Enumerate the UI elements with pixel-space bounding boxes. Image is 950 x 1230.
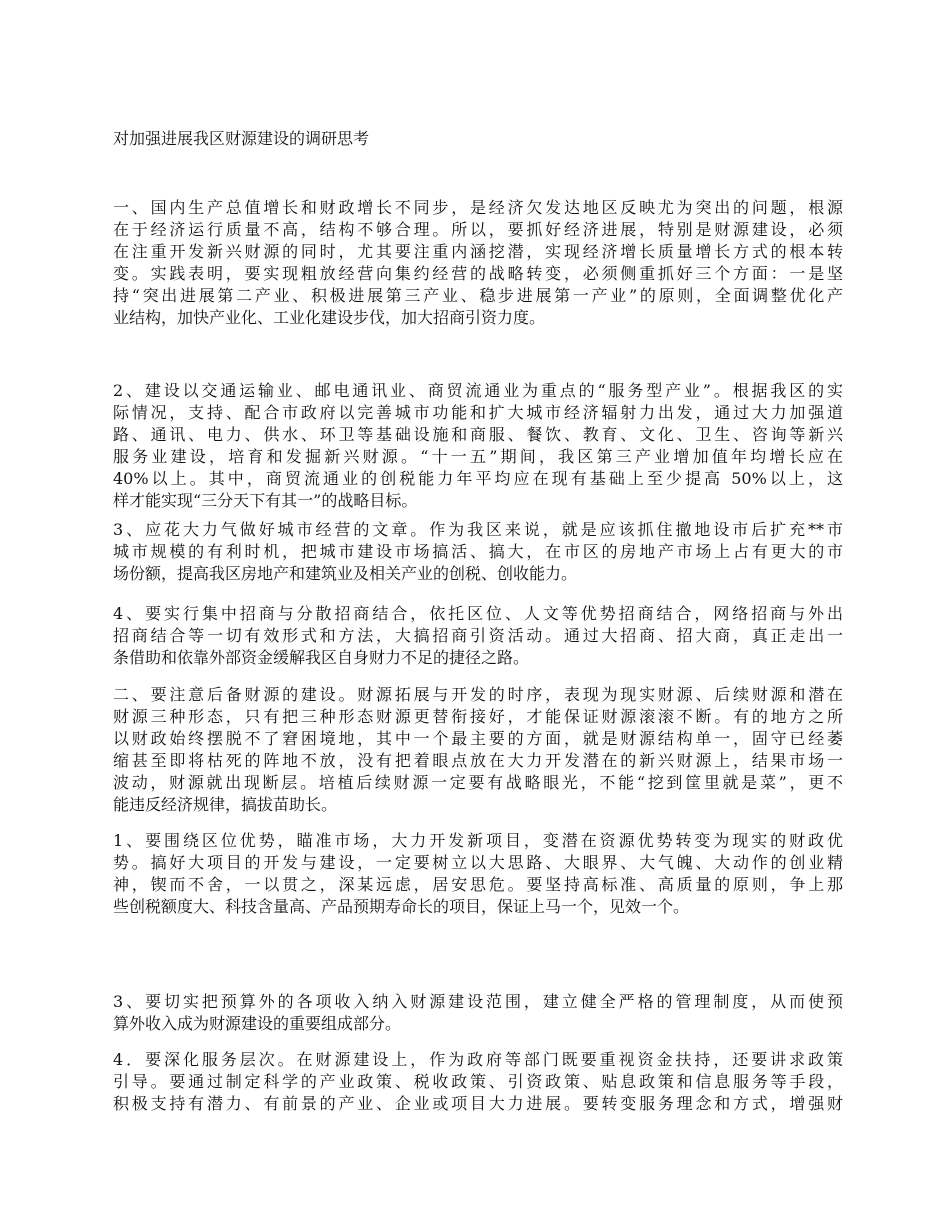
paragraph-location-advantage: 1、要围绕区位优势，瞄准市场，大力开发新项目，变潜在资源优势转变为现实的财政优 势。搞好大项目的开发与建设，一定要树立以大思路、大眼界、大气魄、大动作的创业精 神，锲而不舍，一以贯之，深某远虑，居安思危。要坚持高标准、高质量的原则，争上那 些创税额度大、科技含量高、产品预期寿命长的项目，保证上马一个，见效一个。 <box>113 831 843 916</box>
paragraph-extra-budget: 3、要切实把预算外的各项收入纳入财源建设范围，建立健全严格的管理制度，从而使预 算外收入成为财源建设的重要组成部分。 <box>113 992 843 1033</box>
paragraph-service-level: 4．要深化服务层次。在财源建设上，作为政府等部门既要重视资金扶持，还要讲求政策 引导。要通过制定科学的产业政策、税收政策、引资政策、贴息政策和信息服务等手段， 积极支持有潜力、有前景的产业、企业或项目大力进展。要转变服务理念和方式，增强财 <box>113 1050 843 1113</box>
paragraph-reserve-revenue: 二、要注意后备财源的建设。财源拓展与开发的时序，表现为现实财源、后续财源和潜在 财源三种形态，只有把三种形态财源更替衔接好，才能保证财源滚滚不断。有的地方之所 以财政始终摆脱不了窘困境地，其中一个最主要的方面，就是财源结构单一，固守已经萎 缩甚至即将枯死的阵地不放，没有把着眼点放在大力开发潜在的新兴财源上，结果市场一 波动，财源就出现断层。培植后续财源一定要有战略眼光，不能“挖到筐里就是菜”，更不 能违反经济规律，搞拔苗助长。 <box>113 685 843 814</box>
paragraph-gdp-fiscal-growth: 一、国内生产总值增长和财政增长不同步，是经济欠发达地区反映尤为突出的问题，根源 在于经济运行质量不高，结构不够合理。所以，要抓好经济进展，特别是财源建设，必须 在注重开发新兴财源的同时，尤其要注重内涵挖潜，实现经济增长质量增长方式的根本转 变。实践表明，要实现粗放经营向集约经营的战略转变，必须侧重抓好三个方面：一是坚 持“突出进展第二产业、积极进展第三产业、稳步进展第一产业”的原则，全面调整优化产 业结构，加快产业化、工业化建设步伐，加大招商引资力度。 <box>113 198 843 327</box>
paragraph-service-industry: 2、建设以交通运输业、邮电通讯业、商贸流通业为重点的“服务型产业”。根据我区的实 际情况，支持、配合市政府以完善城市功能和扩大城市经济辐射力出发，通过大力加强道 路、通讯、电力、供水、环卫等基础设施和商服、餐饮、教育、文化、卫生、咨询等新兴 服务业建设，培育和发掘新兴财源。“十一五”期间，我区第三产业增加值年均增长应在 40%以上。其中，商贸流通业的创税能力年平均应在现有基础上至少提高 50%以上，这 样才能实现“三分天下有其一”的战略目标。 <box>113 381 843 510</box>
document-title: 对加强进展我区财源建设的调研思考 <box>113 129 370 148</box>
paragraph-investment-attraction: 4、要实行集中招商与分散招商结合，依托区位、人文等优势招商结合，网络招商与外出 招商结合等一切有效形式和方法，大搞招商引资活动。通过大招商、招大商，真正走出一 条借助和依靠外部资金缓解我区自身财力不足的捷径之路。 <box>113 604 843 667</box>
paragraph-city-operation: 3、应花大力气做好城市经营的文章。作为我区来说，就是应该抓住撤地设市后扩充**市 城市规模的有利时机，把城市建设市场搞活、搞大，在市区的房地产市场上占有更大的市 场份额，提高我区房地产和建筑业及相关产业的创税、创收能力。 <box>113 520 843 583</box>
